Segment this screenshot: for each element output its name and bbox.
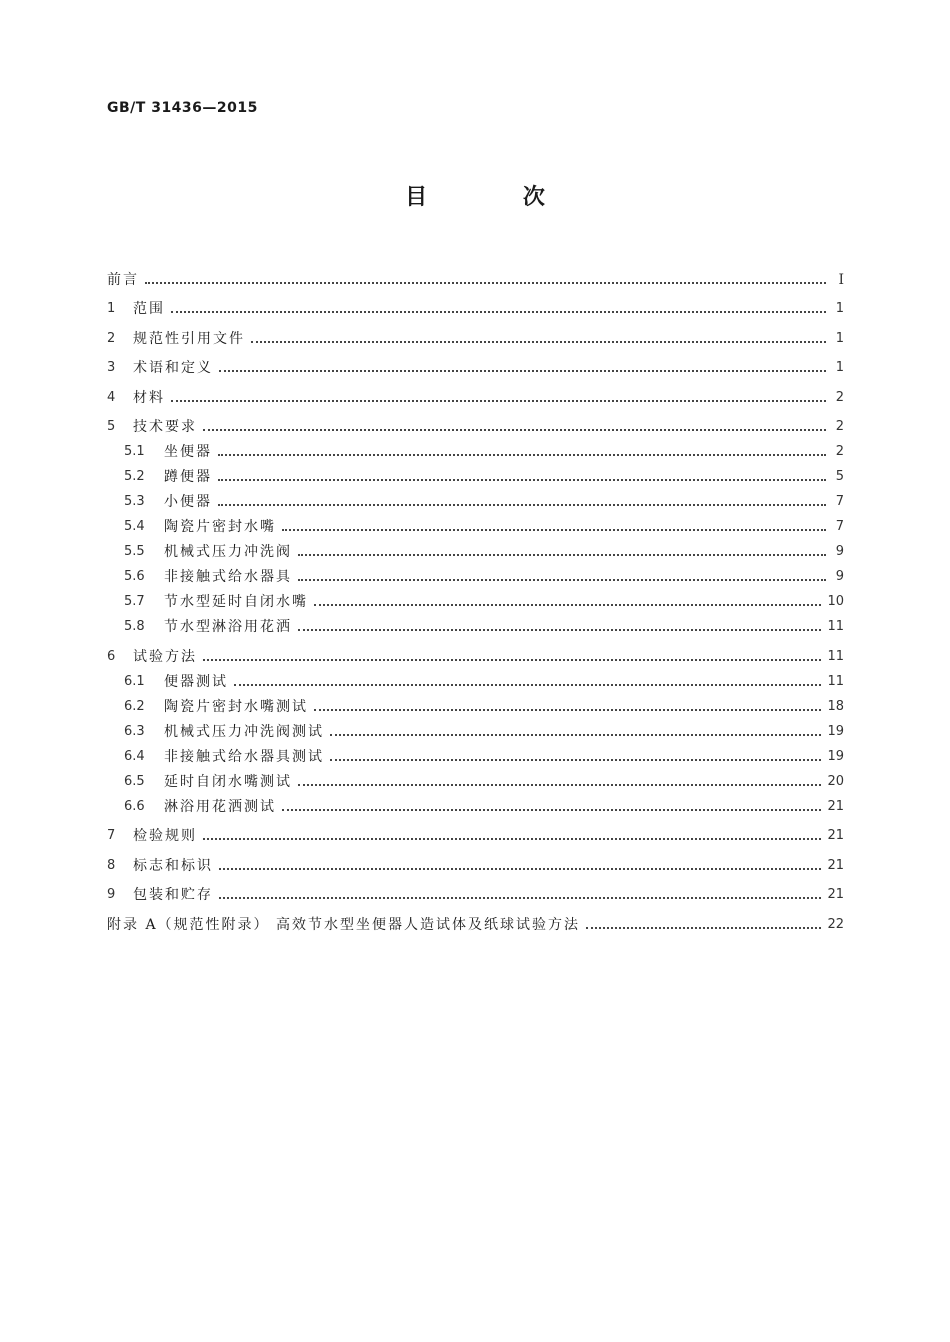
toc-entry-text: 蹲便器 (164, 469, 212, 485)
toc-entry-4[interactable] (107, 376, 844, 406)
toc-entry-5-1[interactable] (107, 435, 844, 460)
toc-entry-number: 6.5 (124, 773, 145, 789)
toc-entry-text: 便器测试 (164, 673, 228, 690)
toc-entry-number: 3 (107, 360, 116, 375)
toc-entry-page: 18 (827, 698, 844, 714)
toc-leader-dots (330, 734, 821, 736)
toc-entry-6-3[interactable] (107, 715, 844, 740)
toc-entry-number: 5.7 (124, 594, 145, 609)
toc-leader-dots (171, 311, 826, 313)
toc-entry-number: 5 (107, 419, 116, 434)
toc-entry-text: 前言 (107, 271, 139, 288)
toc-entry-page: 2 (835, 444, 844, 459)
toc-leader-dots (234, 684, 821, 686)
toc-entry-page: 19 (827, 723, 844, 739)
toc-leader-dots (203, 659, 821, 661)
toc-entry-text: 范围 (133, 301, 165, 317)
toc-entry-9[interactable] (107, 874, 844, 904)
toc-entry-text: 机械式压力冲洗阀测试 (164, 723, 324, 740)
toc-entry-page: 1 (835, 301, 844, 316)
toc-entry-number: 6.1 (124, 673, 145, 689)
table-of-contents (107, 258, 844, 933)
toc-entry-number: 5.3 (124, 494, 145, 509)
toc-entry-text: 节水型延时自闭水嘴 (164, 594, 308, 610)
toc-entry-number: 8 (107, 857, 116, 873)
toc-entry-5[interactable] (107, 406, 844, 436)
toc-leader-dots (298, 784, 821, 786)
toc-entry-page: 2 (835, 389, 844, 405)
toc-entry-page: 22 (827, 916, 844, 932)
toc-leader-dots (314, 604, 821, 606)
toc-entry-text: 包装和贮存 (133, 887, 213, 903)
toc-entry-number: 5.5 (124, 544, 145, 559)
toc-entry-7[interactable] (107, 815, 844, 845)
toc-entry-text: 延时自闭水嘴测试 (164, 773, 292, 790)
toc-entry-number: 7 (107, 828, 116, 843)
toc-entry-number: 6.4 (124, 748, 145, 764)
toc-entry-number: 5.6 (124, 569, 145, 584)
toc-entry-number: 4 (107, 389, 116, 405)
toc-leader-dots (282, 529, 826, 531)
toc-entry-text: 检验规则 (133, 828, 197, 844)
toc-entry-page: Ⅰ (838, 271, 844, 288)
toc-entry-text: 非接触式给水器具测试 (164, 748, 324, 765)
toc-entry-page: 5 (835, 469, 844, 484)
toc-entry-5-8[interactable] (107, 610, 844, 635)
toc-entry-page: 11 (827, 673, 844, 689)
toc-leader-dots (203, 429, 826, 431)
toc-entry-5-4[interactable] (107, 510, 844, 535)
toc-entry-6[interactable] (107, 635, 844, 665)
toc-leader-dots (219, 868, 821, 870)
toc-entry-number: 1 (107, 301, 116, 316)
toc-entry-number: 5.2 (124, 469, 145, 484)
toc-entry-page: 11 (827, 619, 844, 634)
toc-leader-dots (282, 809, 821, 811)
toc-entry-page: 19 (827, 748, 844, 764)
toc-entry-5-2[interactable] (107, 460, 844, 485)
toc-leader-dots (586, 927, 821, 929)
toc-entry-5-7[interactable] (107, 585, 844, 610)
toc-leader-dots (219, 897, 821, 899)
toc-entry-2[interactable] (107, 317, 844, 347)
toc-entry-text: 非接触式给水器具 (164, 569, 292, 585)
toc-leader-dots (298, 629, 821, 631)
toc-entry-number: 6.3 (124, 723, 145, 739)
toc-entry-page: 7 (835, 494, 844, 509)
toc-entry-page: 21 (827, 828, 844, 843)
toc-entry-text: 试验方法 (133, 648, 197, 665)
toc-entry-number: 5.1 (124, 444, 145, 459)
toc-leader-dots (203, 838, 821, 840)
toc-entry-page: 7 (835, 519, 844, 534)
toc-leader-dots (298, 579, 826, 581)
toc-entry-text: 机械式压力冲洗阀 (164, 544, 292, 560)
toc-entry-number: 5.8 (124, 619, 145, 634)
toc-entry-6-5[interactable] (107, 765, 844, 790)
toc-entry-text: 节水型淋浴用花洒 (164, 619, 292, 635)
toc-entry-page: 10 (827, 594, 844, 609)
toc-entry-text: 术语和定义 (133, 360, 213, 376)
toc-entry-page: 20 (827, 773, 844, 789)
toc-entry-text: 规范性引用文件 (133, 330, 245, 347)
toc-leader-dots (251, 341, 826, 343)
toc-entry-number: 6.2 (124, 698, 145, 714)
toc-entry-6-1[interactable] (107, 665, 844, 690)
toc-entry-page: 9 (835, 544, 844, 559)
toc-entry-5-6[interactable] (107, 560, 844, 585)
toc-leader-dots (314, 709, 821, 711)
toc-entry-6-6[interactable] (107, 790, 844, 815)
toc-entry-page: 9 (835, 569, 844, 584)
toc-entry-text: 小便器 (164, 494, 212, 510)
toc-entry-text: 陶瓷片密封水嘴测试 (164, 698, 308, 715)
toc-entry-number: 5.4 (124, 519, 145, 534)
toc-entry-3[interactable] (107, 347, 844, 377)
page-title: 目 次 (405, 185, 589, 210)
toc-entry-number: 2 (107, 330, 116, 346)
toc-entry-page: 21 (827, 798, 844, 814)
toc-entry-number: 6 (107, 648, 116, 664)
toc-entry-1[interactable] (107, 288, 844, 318)
toc-leader-dots (171, 400, 826, 402)
toc-entry-6-4[interactable] (107, 740, 844, 765)
toc-entry-number: 9 (107, 887, 116, 902)
toc-entry-text: 坐便器 (164, 444, 212, 460)
toc-entry-annex-a[interactable] (107, 903, 844, 933)
toc-entry-text: 陶瓷片密封水嘴 (164, 519, 276, 535)
standard-code: GB/T 31436—2015 (107, 100, 258, 116)
toc-entry-text: 材料 (133, 389, 165, 406)
toc-leader-dots (218, 479, 826, 481)
toc-leader-dots (330, 759, 821, 761)
toc-entry-5-5[interactable] (107, 535, 844, 560)
toc-entry-text: 技术要求 (133, 419, 197, 435)
toc-leader-dots (145, 282, 826, 284)
toc-entry-page: 21 (827, 887, 844, 902)
toc-leader-dots (298, 554, 826, 556)
toc-entry-page: 2 (835, 419, 844, 434)
toc-leader-dots (218, 454, 826, 456)
toc-entry-text: 标志和标识 (133, 857, 213, 874)
toc-entry-page: 1 (835, 330, 844, 346)
toc-entry-page: 11 (827, 648, 844, 664)
toc-entry-foreword[interactable] (107, 258, 844, 288)
toc-leader-dots (218, 504, 826, 506)
toc-entry-number: 6.6 (124, 798, 145, 814)
toc-entry-8[interactable] (107, 844, 844, 874)
toc-entry-5-3[interactable] (107, 485, 844, 510)
toc-entry-page: 1 (835, 360, 844, 375)
toc-leader-dots (219, 370, 826, 372)
toc-entry-text: 附录 A（规范性附录） 高效节水型坐便器人造试体及纸球试验方法 (107, 916, 581, 933)
toc-entry-text: 淋浴用花洒测试 (164, 798, 276, 815)
toc-entry-6-2[interactable] (107, 690, 844, 715)
toc-entry-page: 21 (827, 857, 844, 873)
